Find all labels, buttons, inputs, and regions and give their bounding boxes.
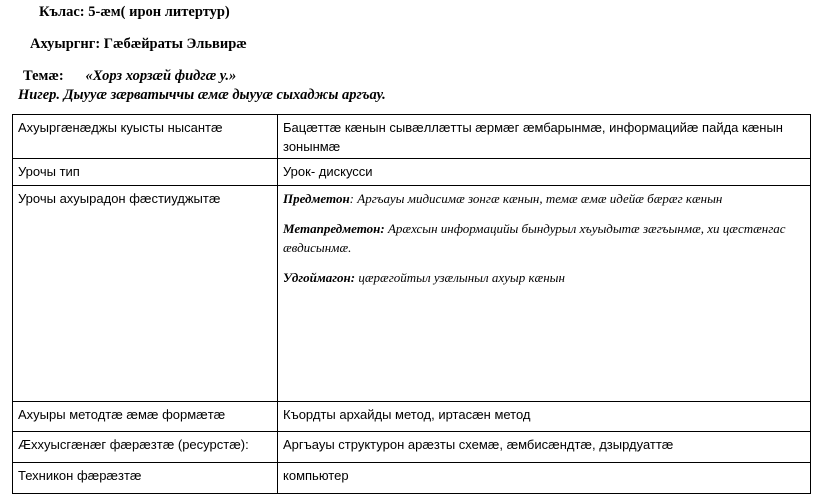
row-label: Урочы ахуырадон фæстиуджытæ (13, 186, 278, 402)
row-label: Ахуыры методтæ æмæ формæтæ (13, 402, 278, 432)
row-value: Урок- дискусси (278, 159, 811, 186)
outcomes-cell (278, 186, 811, 402)
subject-outcome (283, 189, 806, 208)
personal-outcome (283, 268, 806, 287)
topic-line (23, 68, 236, 85)
table-row (13, 432, 811, 463)
table-row (13, 463, 811, 494)
meta-outcome (283, 219, 806, 257)
row-value: Бацæттæ кæнын сывæллæтты æрмæг æмбарынмæ, информацийæ пайда кæнын зонынмæ (278, 115, 811, 159)
row-value: Къордты архайды метод, иртасæн метод (278, 402, 811, 432)
topic-value: «Хорз хорзæй фидгæ у.» (85, 68, 237, 84)
lesson-plan-table (12, 114, 811, 494)
personal-outcome-text: цæрæгойтыл узæлыныл ахуыр кæнын (355, 270, 565, 285)
row-value: компьютер (278, 463, 811, 494)
teacher-line: Ахуырг⁠н⁠г: Гæбæйраты Эльвирæ (30, 36, 247, 52)
table-row (13, 159, 811, 186)
personal-outcome-key: Удгоймагон: (283, 270, 356, 285)
table-row (13, 402, 811, 432)
meta-outcome-key: Метапредметон: (283, 221, 385, 236)
row-label: Æххуысгæнæг фæрæзтæ (ресурстæ): (13, 432, 278, 463)
class-line: Кълас: 5-æм( ирон литер⁠тур⁠) (39, 4, 230, 20)
row-value: Аргъауы структурон арæзты схемæ, æмбисæндтæ, дзырдуаттæ (278, 432, 811, 463)
subject-outcome-text: : Аргъауы мидисимæ зонгæ кæнын, темæ æмæ идейæ бæрæг кæнын (349, 191, 723, 206)
table-row (13, 186, 811, 402)
row-label: Техникон фæрæзтæ (13, 463, 278, 494)
goal-line: Нигер. Дыууæ зæрватыччы æмæ дыууæ сыхаджы аргъау. (18, 87, 386, 103)
row-label: Урочы тип (13, 159, 278, 186)
row-label: Ахуыргæнæджы куысты нысантæ (13, 115, 278, 159)
subject-outcome-key: Предметон (283, 191, 350, 206)
meta-outcome-text: Арæхсын информацийы бындурыл хъуыдытæ зæгъынмæ, хи цæстæнгас æвдисынмæ. (283, 221, 786, 255)
table-row (13, 115, 811, 159)
topic-label: Темæ: (23, 68, 64, 84)
